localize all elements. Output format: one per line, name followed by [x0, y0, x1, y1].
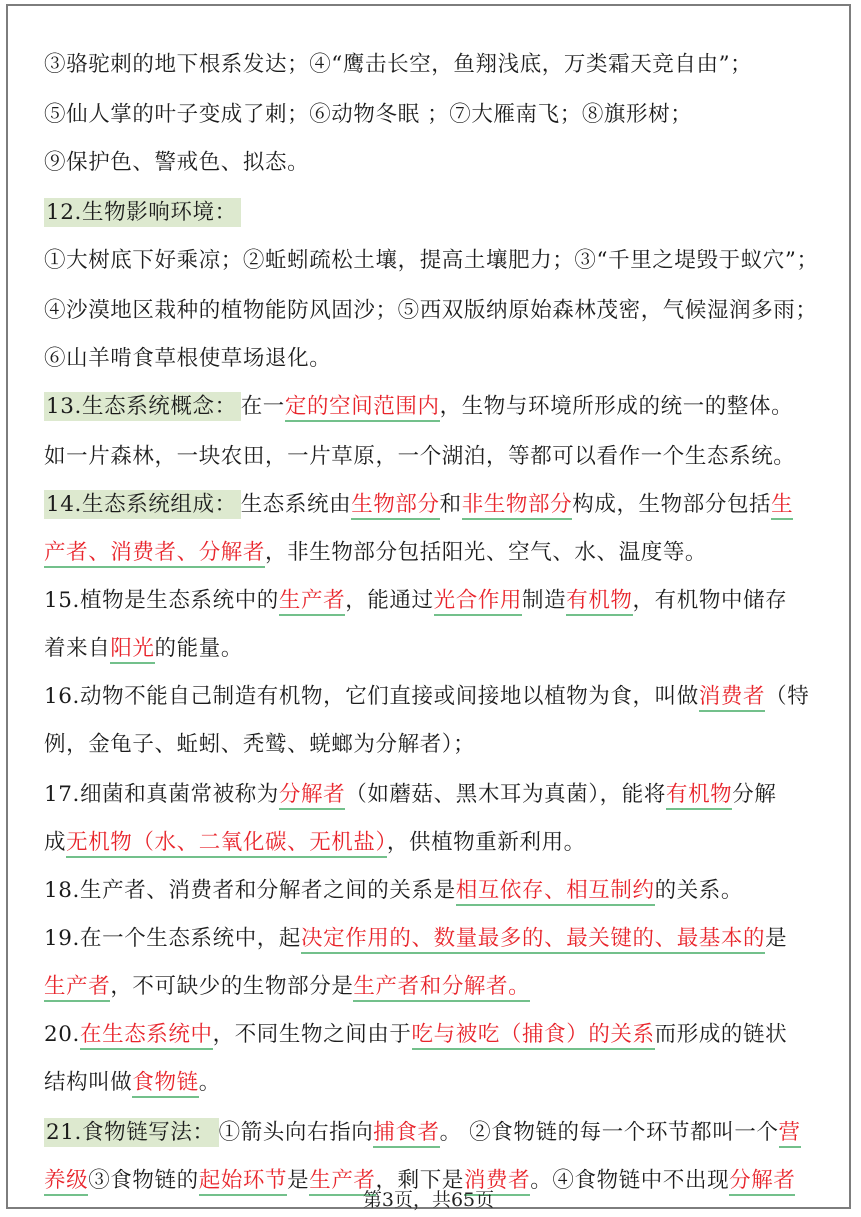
body-text: ，供植物重新利用。 — [386, 830, 586, 855]
body-text: 15.植物是生态系统中的 — [44, 588, 279, 613]
section-heading: 14.生态系统组成： — [44, 490, 241, 519]
body-text: 的能量。 — [154, 636, 243, 661]
body-text: ，不同生物之间由于 — [212, 1022, 412, 1047]
key-term: 生产者和分解者。 — [353, 974, 530, 1002]
key-term: 消费者 — [464, 1168, 530, 1196]
section-heading: 13.生态系统概念： — [44, 392, 241, 421]
key-term: 阳光 — [110, 636, 154, 664]
key-term: 食物链 — [132, 1070, 198, 1098]
key-term: 非生物部分 — [462, 492, 573, 520]
key-term: 定的空间范围内 — [285, 394, 440, 422]
text-line — [44, 100, 692, 130]
key-term: 生产者 — [44, 974, 110, 1002]
key-term: 生产者 — [279, 588, 345, 616]
body-text: 是 — [765, 926, 788, 951]
text-line — [44, 538, 707, 568]
body-text: ，非生物部分包括阳光、空气、水、温度等。 — [265, 540, 708, 565]
body-text: 的关系。 — [654, 878, 744, 903]
key-term: 起始环节 — [199, 1168, 287, 1196]
body-text: 。 ②食物链的每一个环节都叫一个 — [439, 1120, 779, 1145]
body-text: 分解 — [732, 782, 777, 807]
text-line — [44, 828, 586, 858]
text-line — [44, 296, 818, 326]
text-line — [44, 876, 743, 906]
body-text: 18.生产者、消费者和分解者之间的关系是 — [44, 878, 456, 903]
body-text: ，剩下是 — [375, 1168, 464, 1193]
body-text: 结构叫做 — [44, 1070, 133, 1095]
section-21-line — [44, 1068, 221, 1098]
body-text: 着来自 — [44, 636, 111, 661]
text-line — [44, 586, 787, 616]
key-term: 营 — [779, 1120, 801, 1148]
key-term: 在生态系统中 — [80, 1022, 213, 1050]
text-line — [44, 780, 777, 810]
key-term: 养级 — [44, 1168, 88, 1196]
key-term: 捕食者 — [373, 1120, 439, 1148]
key-term: 光合作用 — [434, 588, 522, 616]
text-line — [44, 1020, 787, 1050]
page-footer: 第3页，共65页 — [362, 1189, 495, 1211]
body-text: ⑥山羊啃食草根使草场退化。 — [44, 346, 332, 371]
text-line — [44, 1118, 801, 1148]
body-text: ，有机物中储存 — [632, 588, 788, 613]
body-text: 制造 — [522, 588, 567, 613]
body-text: 。④食物链中不出现 — [530, 1168, 730, 1193]
key-term: 相互依存、相互制约 — [456, 878, 655, 906]
key-term: 决定作用的、数量最多的、最关键的、最基本的 — [301, 926, 765, 954]
text-line — [44, 148, 309, 178]
key-term: 产者、消费者、分解者 — [44, 540, 265, 568]
key-term: 生产者 — [309, 1168, 375, 1196]
section-12-heading — [44, 198, 241, 228]
text-line — [44, 924, 787, 954]
key-term: 分解者 — [729, 1168, 795, 1196]
section-13-line — [44, 392, 793, 422]
text-line — [44, 50, 752, 80]
body-text: 19.在一个生态系统中，起 — [44, 926, 301, 951]
text-line — [44, 344, 331, 374]
body-text: ，生物与环境所形成的统一的整体。 — [439, 394, 794, 419]
document-page — [6, 4, 851, 1209]
body-text: 16.动物不能自己制造有机物，它们直接或间接地以植物为食，叫做 — [44, 684, 699, 709]
body-text: ①大树底下好乘凉；②蚯蚓疏松土壤，提高土壤肥力；③“千里之堤毁于蚁穴”； — [44, 248, 819, 273]
text-line — [44, 730, 475, 760]
body-text: ，能通过 — [345, 588, 434, 613]
section-heading: 12.生物影响环境： — [44, 198, 241, 227]
key-term: 生物部分 — [351, 492, 439, 520]
body-text: 而形成的链状 — [654, 1022, 788, 1047]
key-term: 分解者 — [279, 782, 345, 810]
key-term: 吃与被吃（捕食）的关系 — [412, 1022, 655, 1050]
body-text: 是 — [287, 1168, 310, 1193]
body-text: ，不可缺少的生物部分是 — [110, 974, 354, 999]
body-text: ⑤仙人掌的叶子变成了刺；⑥动物冬眠 ；⑦大雁南飞；⑧旗形树； — [44, 102, 693, 127]
text-line — [44, 246, 819, 276]
body-text: 20. — [44, 1022, 80, 1047]
text-line — [44, 682, 809, 712]
body-text: ⑨保护色、警戒色、拟态。 — [44, 150, 310, 175]
key-term: 有机物 — [666, 782, 732, 810]
key-term: 无机物（水、二氧化碳、无机盐） — [66, 830, 387, 858]
body-text: 成 — [44, 830, 67, 855]
body-text: 在一 — [240, 394, 285, 419]
body-text: ④沙漠地区栽种的植物能防风固沙；⑤西双版纳原始森林茂密，气候湿润多雨； — [44, 298, 818, 323]
key-term: 生 — [771, 492, 793, 520]
key-term: 有机物 — [566, 588, 632, 616]
body-text: （如蘑菇、黑木耳为真菌），能将 — [345, 782, 666, 807]
key-term: 消费者 — [699, 684, 765, 712]
text-line — [44, 634, 243, 664]
body-text: （特 — [765, 684, 810, 709]
body-text: 。 — [198, 1070, 221, 1095]
section-14-line — [44, 490, 793, 520]
body-text: ③骆驼刺的地下根系发达；④“鹰击长空，鱼翔浅底，万类霜天竞自由”； — [44, 52, 753, 77]
body-text: 构成，生物部分包括 — [572, 492, 772, 517]
body-text: 和 — [439, 492, 462, 517]
text-line — [44, 972, 530, 1002]
body-text: ①箭头向右指向 — [218, 1120, 374, 1145]
body-text: 17.细菌和真菌常被称为 — [44, 782, 279, 807]
body-text: 如一片森林，一块农田，一片草原，一个湖泊，等都可以看作一个生态系统。 — [44, 444, 796, 469]
text-line — [44, 442, 795, 472]
body-text: ③食物链的 — [88, 1168, 199, 1193]
body-text: 例，金龟子、蚯蚓、秃鹫、蜣螂为分解者）； — [44, 732, 476, 757]
section-heading: 21.食物链写法： — [44, 1118, 219, 1147]
body-text: 生态系统由 — [240, 492, 352, 517]
